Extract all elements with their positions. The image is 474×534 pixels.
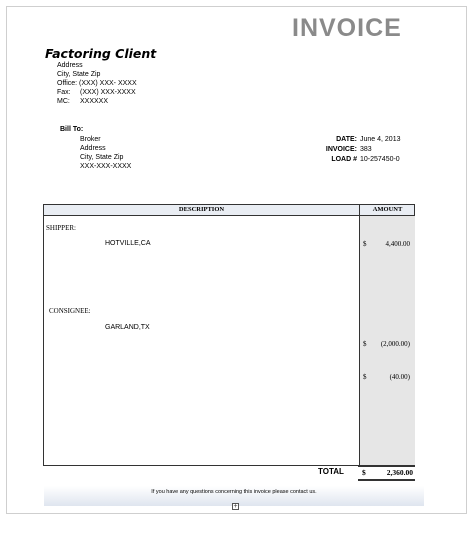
plus-icon[interactable]: + [233, 503, 238, 510]
invoice-number-value: 383 [360, 146, 372, 153]
company-address: Address [57, 62, 83, 69]
fax-value: (XXX) XXX-XXXX [80, 89, 136, 96]
load-number-value: 10-257450-0 [360, 156, 400, 163]
invoice-title: INVOICE [292, 14, 402, 42]
amount-header: AMOUNT [359, 205, 415, 215]
total-box [358, 466, 415, 481]
line-currency: $ [363, 240, 367, 248]
table-header [44, 205, 414, 216]
invoice-number-row [300, 145, 400, 155]
company-office-phone: Office: (XXX) XXX- XXXX [57, 80, 137, 87]
load-number-label: LOAD # [331, 156, 357, 163]
line-amount-3: (40.00) [389, 373, 410, 381]
company-city-state-zip: City, State Zip [57, 71, 101, 78]
line-currency: $ [363, 340, 367, 348]
total-label: TOTAL [318, 467, 344, 476]
line-currency: $ [363, 373, 367, 381]
description-header: DESCRIPTION [178, 206, 225, 213]
line-items-table [43, 204, 415, 466]
line-amount-1: 4,400.00 [385, 240, 410, 248]
shipper-location: HOTVILLE,CA [105, 240, 151, 247]
fax-label: Fax: [57, 89, 71, 96]
invoice-meta [300, 135, 400, 165]
mc-value: XXXXXX [80, 98, 109, 105]
bill-to-block [80, 135, 131, 171]
line-amount-2: (2,000.00) [380, 340, 410, 348]
date-row [300, 135, 400, 145]
bill-to-city-state-zip: City, State Zip [80, 154, 124, 161]
invoice-number-label: INVOICE: [325, 146, 357, 153]
bill-to-label: Bill To: [60, 126, 84, 133]
bill-to-phone: XXX-XXX-XXXX [80, 163, 132, 170]
date-value: June 4, 2013 [360, 136, 401, 143]
consignee-label: CONSIGNEE: [49, 307, 91, 315]
company-fax-row [57, 88, 137, 97]
load-number-row [300, 155, 400, 165]
mc-label: MC: [57, 98, 70, 105]
company-mc-row [57, 97, 137, 106]
company-address-block [57, 61, 137, 106]
bill-to-name: Broker [80, 136, 101, 143]
bill-to-address: Address [80, 145, 106, 152]
footer-note: If you have any questions concerning this invoice please contact us. [151, 489, 317, 495]
total-amount: 2,360.00 [386, 468, 413, 477]
total-currency: $ [362, 468, 366, 477]
date-label: DATE: [336, 136, 357, 143]
shipper-label: SHIPPER: [46, 224, 76, 232]
company-name: Factoring Client [45, 46, 157, 61]
consignee-location: GARLAND,TX [105, 324, 150, 331]
